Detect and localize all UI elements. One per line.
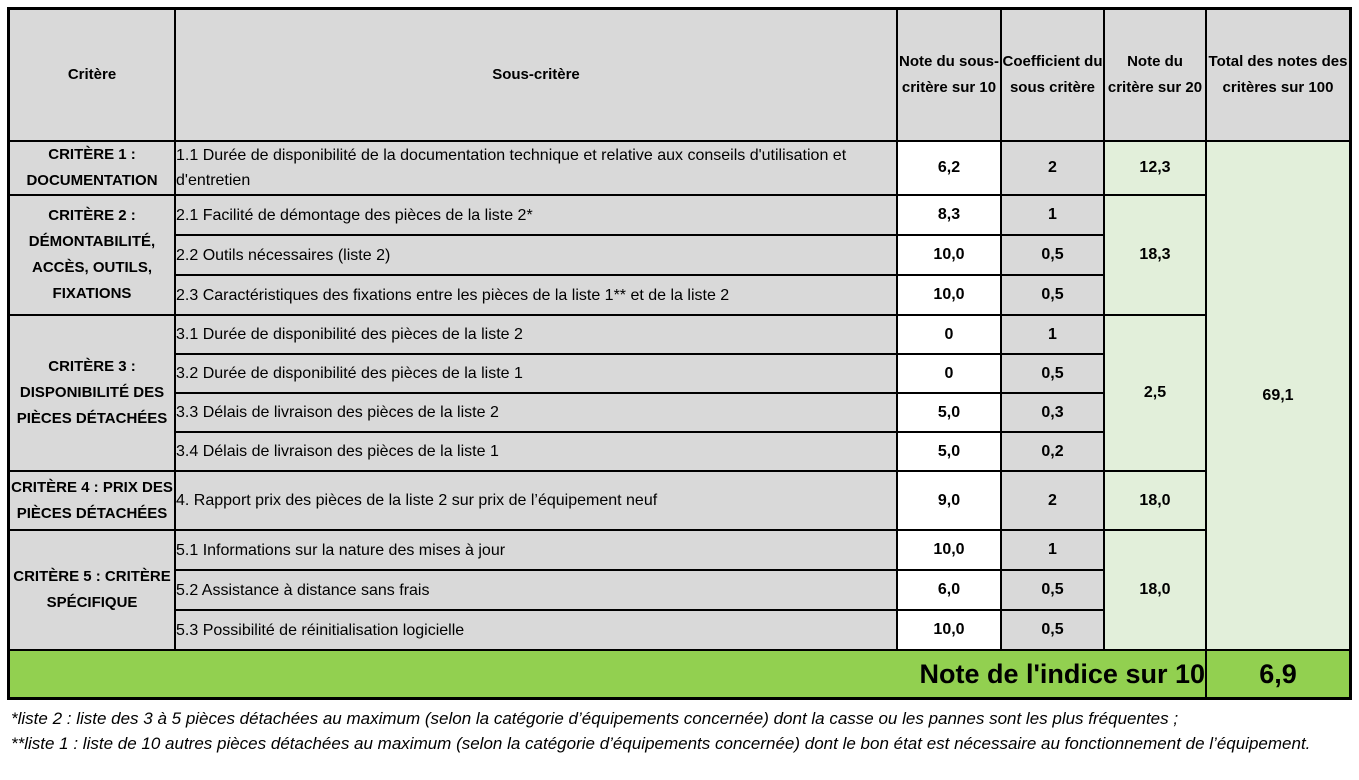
sub-criterion-cell: 5.3 Possibilité de réinitialisation logicielle <box>176 611 898 651</box>
criterion-cell: CRITÈRE 2 : DÉMONTABILITÉ, ACCÈS, OUTILS, FIXATIONS <box>10 196 176 316</box>
criterion-score-cell: 12,3 <box>1105 142 1207 196</box>
header-note-sous-critere: Note du sous-critère sur 10 <box>898 10 1002 142</box>
sub-criterion-cell: 3.4 Délais de livraison des pièces de la liste 1 <box>176 433 898 472</box>
sub-criterion-cell: 2.3 Caractéristiques des fixations entre les pièces de la liste 1** et de la liste 2 <box>176 276 898 316</box>
coefficient-cell: 0,5 <box>1002 355 1105 394</box>
table-header-row <box>10 10 1349 142</box>
footnote-liste-2: *liste 2 : liste des 3 à 5 pièces détachées au maximum (selon la catégorie d’équipements concernée) dont la casse ou les pannes sont les plus fréquentes ; <box>11 709 1179 728</box>
criterion-cell: CRITÈRE 5 : CRITÈRE SPÉCIFIQUE <box>10 531 176 651</box>
note-cell: 9,0 <box>898 472 1002 531</box>
note-cell: 10,0 <box>898 236 1002 276</box>
sub-criterion-cell: 4. Rapport prix des pièces de la liste 2 sur prix de l’équipement neuf <box>176 472 898 531</box>
coefficient-cell: 0,5 <box>1002 236 1105 276</box>
footnotes <box>7 706 1352 756</box>
note-cell: 10,0 <box>898 276 1002 316</box>
sub-criterion-cell: 5.1 Informations sur la nature des mises à jour <box>176 531 898 571</box>
criterion-score-cell: 18,0 <box>1105 472 1207 531</box>
sub-criterion-cell: 3.2 Durée de disponibilité des pièces de la liste 1 <box>176 355 898 394</box>
note-cell: 10,0 <box>898 531 1002 571</box>
header-critere: Critère <box>10 10 176 142</box>
sub-criterion-cell: 2.1 Facilité de démontage des pièces de la liste 2* <box>176 196 898 236</box>
note-cell: 5,0 <box>898 433 1002 472</box>
total-score-cell: 69,1 <box>1207 142 1349 651</box>
coefficient-cell: 0,5 <box>1002 611 1105 651</box>
criterion-score-cell: 18,3 <box>1105 196 1207 316</box>
header-total: Total des notes des critères sur 100 <box>1207 10 1349 142</box>
note-cell: 0 <box>898 355 1002 394</box>
note-cell: 10,0 <box>898 611 1002 651</box>
coefficient-cell: 2 <box>1002 142 1105 196</box>
criterion-cell: CRITÈRE 4 : PRIX DES PIÈCES DÉTACHÉES <box>10 472 176 531</box>
footnote-liste-1: **liste 1 : liste de 10 autres pièces détachées au maximum (selon la catégorie d’équipements concernée) dont le bon état est nécessaire au fonctionnement de l’équipement. <box>11 734 1311 753</box>
table-row <box>10 472 1349 531</box>
note-cell: 6,0 <box>898 571 1002 611</box>
sub-criterion-cell: 3.3 Délais de livraison des pièces de la liste 2 <box>176 394 898 433</box>
note-cell: 0 <box>898 316 1002 355</box>
sub-criterion-cell: 3.1 Durée de disponibilité des pièces de la liste 2 <box>176 316 898 355</box>
index-score-label: Note de l'indice sur 10 <box>10 651 1207 697</box>
coefficient-cell: 0,2 <box>1002 433 1105 472</box>
criterion-cell: CRITÈRE 1 : DOCUMENTATION <box>10 142 176 196</box>
coefficient-cell: 0,3 <box>1002 394 1105 433</box>
coefficient-cell: 0,5 <box>1002 276 1105 316</box>
coefficient-cell: 1 <box>1002 531 1105 571</box>
note-cell: 5,0 <box>898 394 1002 433</box>
coefficient-cell: 1 <box>1002 196 1105 236</box>
header-sous-critere: Sous-critère <box>176 10 898 142</box>
sub-criterion-cell: 2.2 Outils nécessaires (liste 2) <box>176 236 898 276</box>
criterion-score-cell: 2,5 <box>1105 316 1207 472</box>
criterion-score-cell: 18,0 <box>1105 531 1207 651</box>
table-row <box>10 316 1349 355</box>
table-row <box>10 142 1349 196</box>
criterion-cell: CRITÈRE 3 : DISPONIBILITÉ DES PIÈCES DÉTACHÉES <box>10 316 176 472</box>
header-note-critere: Note du critère sur 20 <box>1105 10 1207 142</box>
table-row <box>10 196 1349 236</box>
coefficient-cell: 2 <box>1002 472 1105 531</box>
note-cell: 8,3 <box>898 196 1002 236</box>
index-score-value: 6,9 <box>1207 651 1349 697</box>
sub-criterion-cell: 1.1 Durée de disponibilité de la documentation technique et relative aux conseils d'utilisation et d'entretien <box>176 142 898 196</box>
note-cell: 6,2 <box>898 142 1002 196</box>
repairability-table <box>7 7 1352 700</box>
sub-criterion-cell: 5.2 Assistance à distance sans frais <box>176 571 898 611</box>
coefficient-cell: 0,5 <box>1002 571 1105 611</box>
coefficient-cell: 1 <box>1002 316 1105 355</box>
index-score-row <box>10 651 1349 697</box>
header-coefficient: Coefficient du sous critère <box>1002 10 1105 142</box>
table-row <box>10 531 1349 571</box>
